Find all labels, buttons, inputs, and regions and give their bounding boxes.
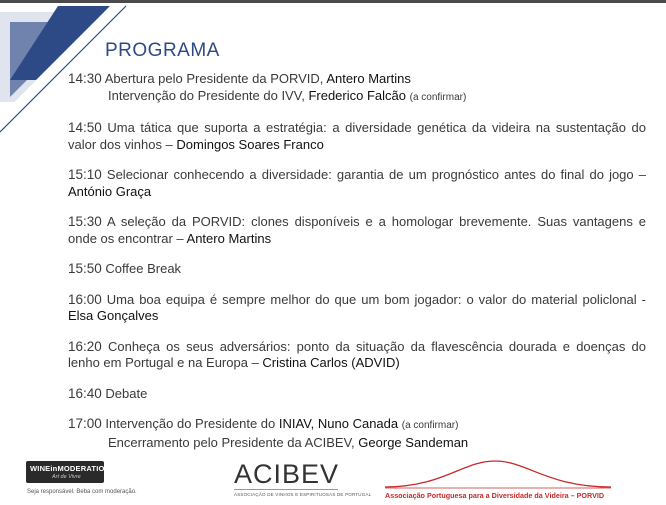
footer — [0, 455, 666, 505]
agenda-item — [68, 71, 646, 106]
agenda-speaker: Cristina Carlos (ADVID) — [262, 355, 400, 370]
agenda-item — [68, 339, 646, 372]
agenda-speaker: António Graça — [68, 183, 152, 199]
agenda-item — [68, 214, 646, 247]
porvid-name: Associação Portuguesa para a Diversidade da Videira – PORVID — [385, 491, 605, 500]
agenda-speaker: Elsa Gonçalves — [68, 308, 159, 323]
agenda-item — [68, 386, 646, 403]
porvid-curve-icon — [383, 457, 613, 491]
agenda-text: Coffee Break — [105, 261, 182, 276]
wim-subtitle: Art de Vivre — [52, 474, 81, 480]
agenda-text: Selecionar conhecendo a diversidade: garantia de um prognóstico antes do final do jogo – — [106, 167, 646, 182]
agenda-time: 15:30 — [68, 214, 102, 229]
agenda-time: 17:00 — [68, 416, 102, 431]
agenda-speaker: Domingos Soares Franco — [176, 136, 324, 152]
agenda-subtext: Intervenção do Presidente do IVV, — [108, 87, 309, 103]
agenda-subspeaker: Frederico Falcão — [308, 87, 406, 103]
agenda-time: 16:40 — [68, 385, 102, 401]
agenda-item — [68, 261, 646, 278]
agenda-text: Uma boa equipa é sempre melhor do que um bom jogador: o valor do material policlonal - — [106, 291, 646, 307]
acibev-subtitle: ASSOCIAÇÃO DE VINHOS E ESPIRITUOSAS DE PORTUGAL — [234, 489, 338, 497]
agenda-text: Intervenção do Presidente do — [105, 416, 279, 431]
agenda-text: Conheça os seus adversários: ponto da situação da flavescência dourada e doenças do lenho em Portugal e na Europa – — [68, 338, 646, 370]
agenda-item — [68, 167, 646, 200]
agenda-text: Debate — [105, 385, 148, 401]
wine-in-moderation-logo — [26, 461, 122, 483]
wim-tagline: Seja responsável. Beba com moderação. — [27, 489, 137, 495]
agenda-subspeaker: George Sandeman — [358, 434, 469, 450]
page-title: PROGRAMA — [105, 40, 220, 61]
agenda-subtext: Encerramento pelo Presidente da ACIBEV, — [108, 434, 359, 450]
agenda-time: 15:50 — [68, 261, 102, 276]
agenda — [68, 71, 646, 451]
agenda-text: Abertura pelo Presidente da PORVID, — [104, 71, 327, 86]
agenda-time: 15:10 — [68, 167, 102, 182]
agenda-speaker: Antero Martins — [186, 230, 272, 246]
agenda-speaker: INIAV, Nuno Canada — [278, 416, 399, 431]
porvid-logo — [383, 457, 613, 503]
agenda-item — [68, 416, 646, 451]
acibev-logo — [234, 459, 372, 497]
agenda-note: (a confirmar) — [401, 420, 459, 431]
agenda-item — [68, 292, 646, 325]
agenda-item — [68, 120, 646, 153]
agenda-time: 16:00 — [68, 291, 102, 307]
acibev-name: ACIBEV — [234, 459, 340, 489]
agenda-text: Uma tática que suporta a estratégia: a diversidade genética da videira na sustentação do valor dos vinhos – — [68, 120, 646, 152]
wim-logo-text: WINEinMODERATION.eu — [30, 464, 122, 473]
agenda-time: 14:50 — [68, 120, 102, 135]
agenda-time: 14:30 — [68, 71, 102, 86]
agenda-time: 16:20 — [68, 338, 102, 354]
agenda-speaker: Antero Martins — [326, 71, 411, 86]
agenda-text: A seleção da PORVID: clones disponíveis e a homologar brevemente. Suas vantagens e onde os encontrar – — [68, 214, 646, 246]
agenda-note: (a confirmar) — [409, 91, 467, 103]
